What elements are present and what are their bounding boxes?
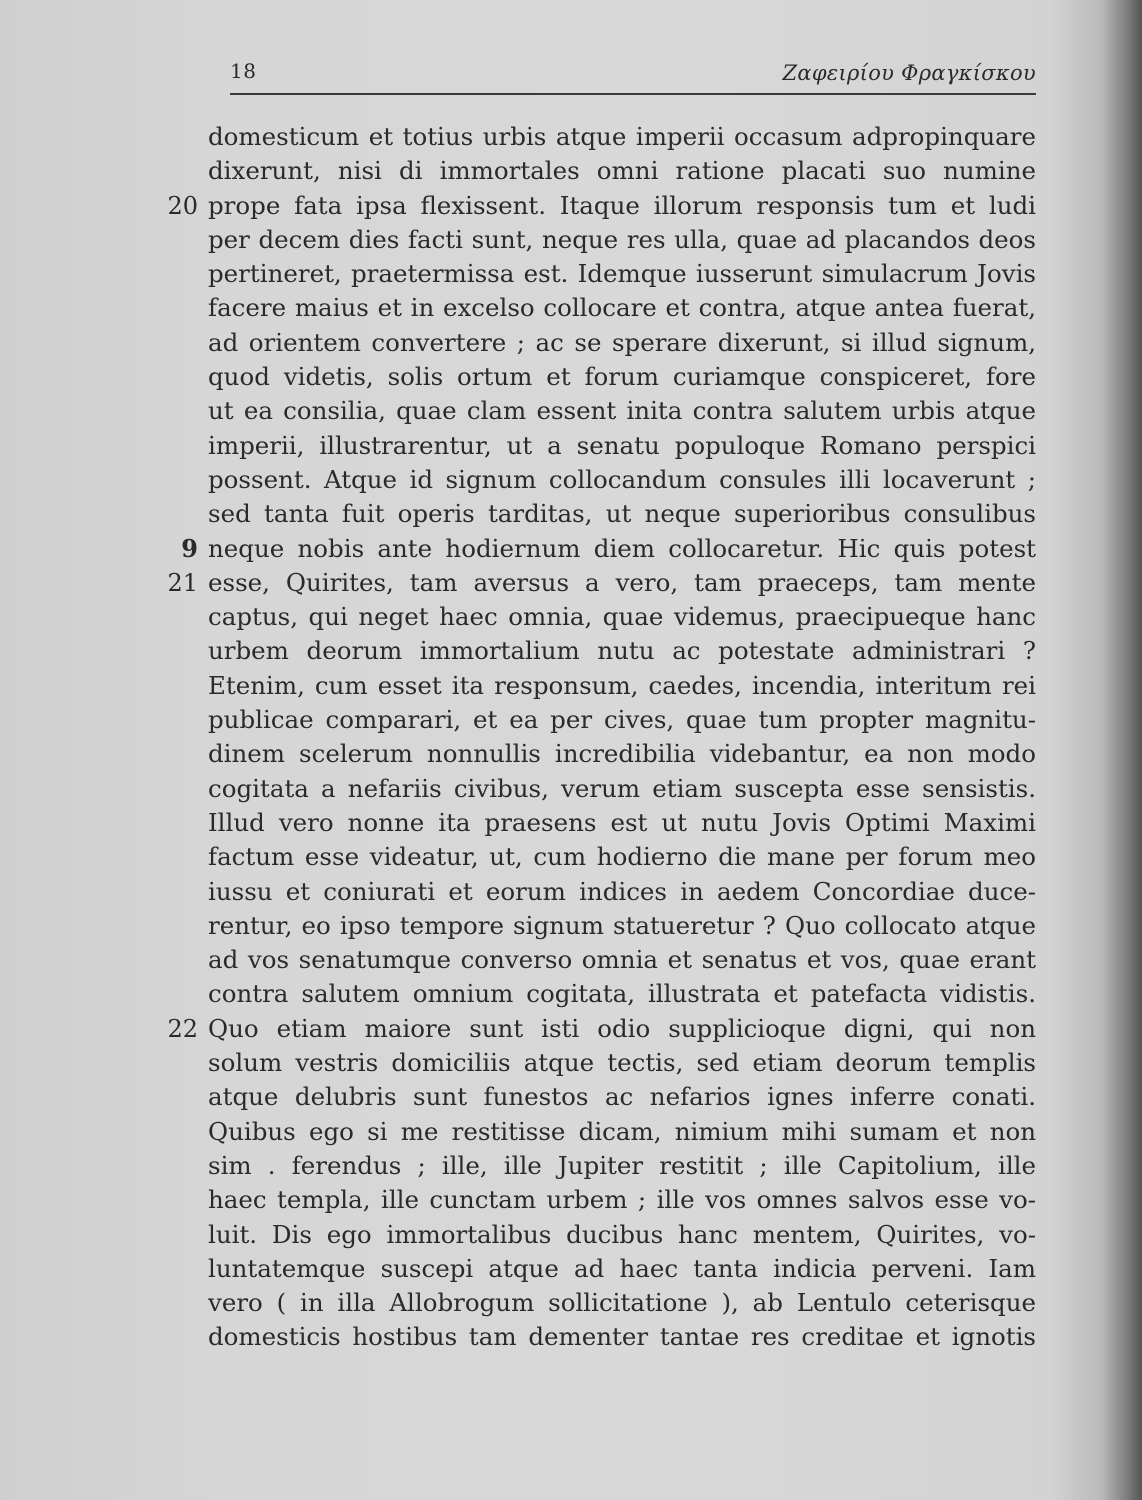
text-line [150, 1115, 1036, 1149]
line-text: ad vos senatumque converso omnia et senatus et vos, quae erant [208, 945, 1036, 975]
line-text: urbem deorum immortalium nutu ac potestate administrari ? [208, 636, 1036, 666]
line-text: luit. Dis ego immortalibus ducibus hanc mentem, Quirites, vo- [208, 1219, 1036, 1249]
text-line [150, 223, 1036, 257]
text-line [150, 189, 1036, 223]
text-line [150, 1252, 1036, 1286]
text-line [150, 1286, 1036, 1320]
line-text: domesticum et totius urbis atque imperii occasum adpropinquare [208, 122, 1036, 151]
text-line [150, 497, 1036, 531]
margin-section-number: 20 [167, 191, 198, 220]
line-text: imperii, illustrarentur, ut a senatu populoque Romano perspici [208, 430, 1036, 460]
page-gutter-shadow [1102, 0, 1142, 1500]
line-text: prope fata ipsa flexissent. Itaque illorum responsis tum et ludi [208, 190, 1036, 220]
running-head: Ζαφειρίου Φραγκίσκου [782, 61, 1036, 85]
line-text: contra salutem omnium cogitata, illustrata et patefacta vidistis. [208, 979, 1036, 1009]
text-line [150, 360, 1036, 394]
text-line [150, 1149, 1036, 1183]
line-text: Quibus ego si me restitisse dicam, nimium mihi sumam et non [208, 1116, 1036, 1146]
margin-section-number: 22 [167, 1014, 198, 1043]
line-text: factum esse videatur, ut, cum hodierno die mane per forum meo [208, 842, 1036, 872]
text-line [150, 909, 1036, 943]
line-text: publicae comparari, et ea per cives, quae tum propter magnitu- [208, 705, 1036, 735]
line-text: dixerunt, nisi di immortales omni ratione placati suo numine [208, 156, 1036, 186]
line-text: vero ( in illa Allobrogum sollicitatione ), ab Lentulo ceterisque [208, 1288, 1036, 1318]
line-text: rentur, eo ipso tempore signum statueretur ? Quo collocato atque [208, 910, 1036, 940]
line-text: per decem dies facti sunt, neque res ulla, quae ad placandos deos [208, 224, 1036, 254]
line-text: facere maius et in excelso collocare et contra, atque antea fuerat, [208, 293, 1036, 323]
line-text: quod videtis, solis ortum et forum curiamque conspiceret, fore [208, 362, 1036, 392]
header-rule [230, 93, 1036, 95]
line-text: esse, Quirites, tam aversus a vero, tam praeceps, tam mente [208, 567, 1036, 597]
text-line [150, 840, 1036, 874]
page-header [230, 55, 1036, 95]
line-text: ad orientem convertere ; ac se sperare dixerunt, si illud signum, [208, 327, 1036, 357]
text-line [150, 120, 1036, 154]
line-text: captus, qui neget haec omnia, quae videmus, praecipueque hanc [208, 602, 1036, 632]
text-line [150, 1046, 1036, 1080]
line-text: Quo etiam maiore sunt isti odio supplicioque digni, qui non [208, 1013, 1036, 1043]
text-line [150, 875, 1036, 909]
line-text: luntatemque suscepi atque ad haec tanta indicia perveni. Iam [208, 1253, 1036, 1283]
text-line [150, 806, 1036, 840]
line-text: sed tanta fuit operis tarditas, ut neque superioribus consulibus [208, 499, 1036, 529]
line-text: domesticis hostibus tam dementer tantae res creditae et ignotis [208, 1322, 1036, 1352]
text-line [150, 1080, 1036, 1114]
margin-section-number: 9 [181, 533, 198, 563]
text-line [150, 154, 1036, 188]
text-line [150, 1012, 1036, 1046]
text-line [150, 257, 1036, 291]
line-text: Etenim, cum esset ita responsum, caedes, incendia, interitum rei [208, 670, 1036, 700]
text-line [150, 394, 1036, 428]
text-line [150, 326, 1036, 360]
text-line [150, 600, 1036, 634]
line-text: dinem scelerum nonnullis incredibilia videbantur, ea non modo [208, 739, 1036, 769]
line-text: neque nobis ante hodiernum diem collocaretur. Hic quis potest [208, 533, 1036, 563]
text-line [150, 291, 1036, 325]
text-line [150, 772, 1036, 806]
text-line [150, 669, 1036, 703]
text-line [150, 737, 1036, 771]
line-text: solum vestris domiciliis atque tectis, sed etiam deorum templis [208, 1048, 1036, 1078]
line-text: ut ea consilia, quae clam essent inita contra salutem urbis atque [208, 396, 1036, 426]
margin-section-number: 21 [167, 568, 198, 597]
line-text: iussu et coniurati et eorum indices in aedem Concordiae duce- [208, 876, 1036, 906]
line-text: haec templa, ille cunctam urbem ; ille vos omnes salvos esse vo- [208, 1185, 1036, 1215]
text-line [150, 532, 1036, 566]
text-line [150, 429, 1036, 463]
page-number: 18 [230, 59, 257, 83]
text-line [150, 566, 1036, 600]
line-text: possent. Atque id signum collocandum consules illi locaverunt ; [208, 464, 1036, 494]
text-line [150, 977, 1036, 1011]
text-line [150, 463, 1036, 497]
line-text: sim . ferendus ; ille, ille Jupiter restitit ; ille Capitolium, ille [208, 1150, 1036, 1180]
text-line [150, 943, 1036, 977]
text-line [150, 1320, 1036, 1354]
line-text: cogitata a nefariis civibus, verum etiam suscepta esse sensistis. [208, 773, 1036, 803]
text-line [150, 1183, 1036, 1217]
line-text: atque delubris sunt funestos ac nefarios ignes inferre conati. [208, 1082, 1036, 1112]
text-line [150, 703, 1036, 737]
text-line [150, 1218, 1036, 1252]
body-text [150, 120, 1036, 1355]
text-line [150, 634, 1036, 668]
line-text: pertineret, praetermissa est. Idemque iusserunt simulacrum Jovis [208, 259, 1036, 289]
line-text: Illud vero nonne ita praesens est ut nutu Jovis Optimi Maximi [208, 807, 1036, 837]
